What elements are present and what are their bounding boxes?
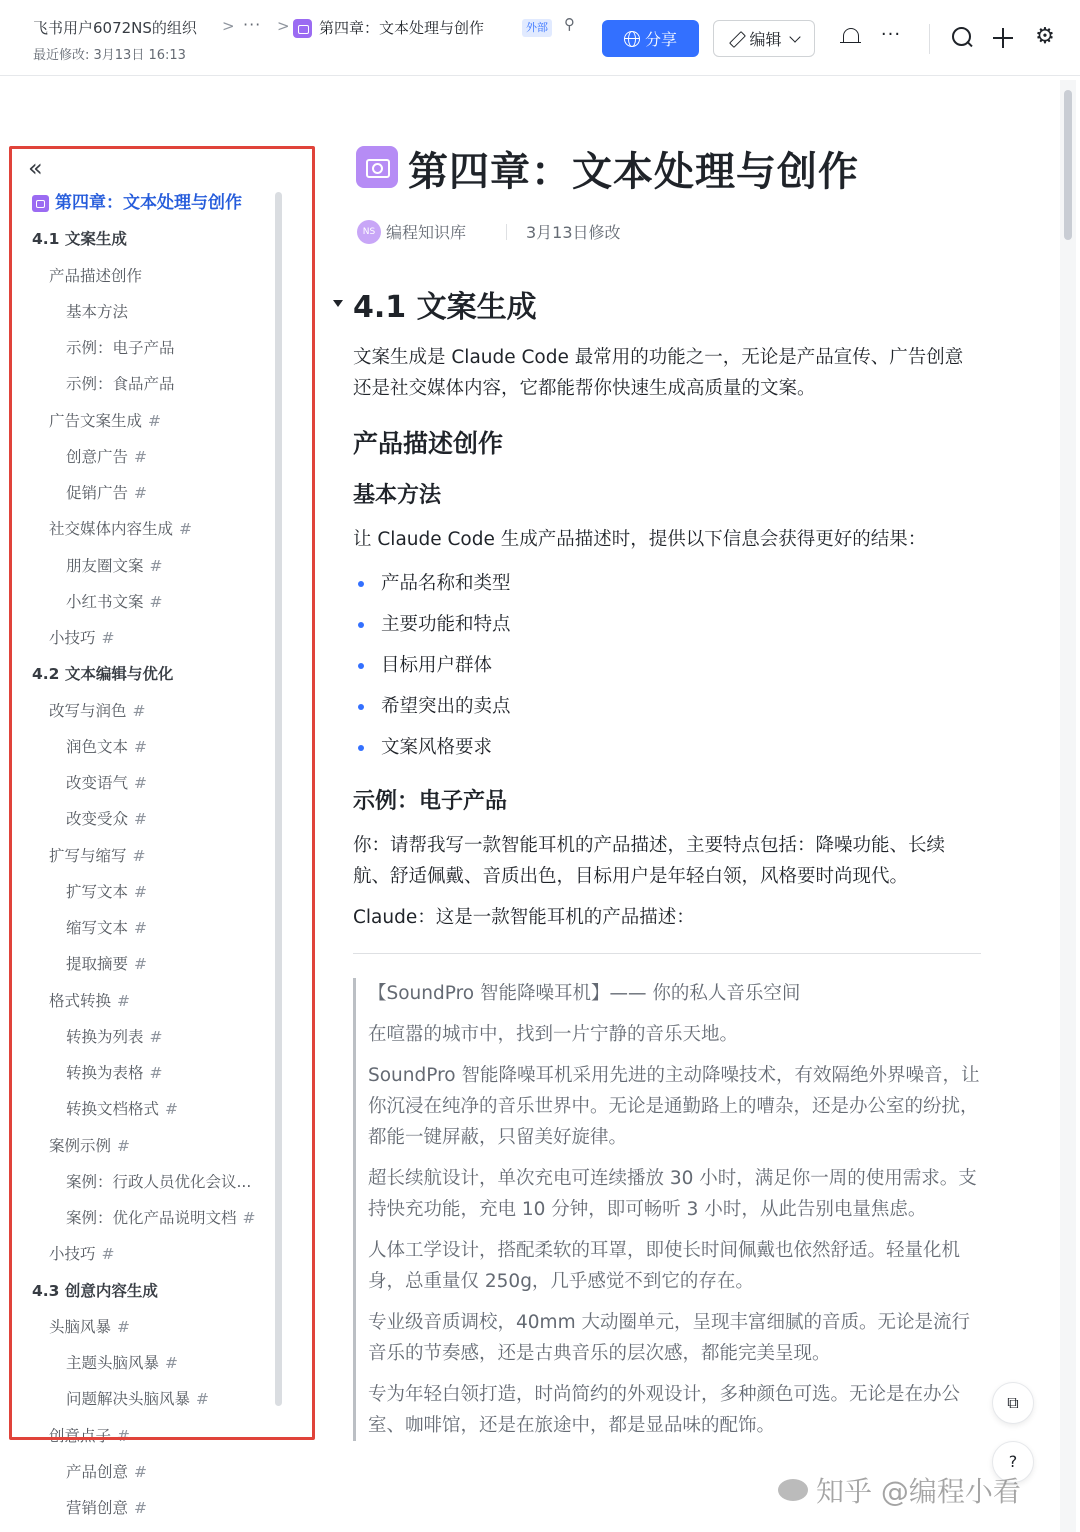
anchor-hash-icon[interactable]: # <box>242 1209 256 1227</box>
watermark-text: 知乎 @编程小看 <box>816 1475 1021 1508</box>
outline-item[interactable] <box>0 1236 275 1272</box>
outline-scrollbar[interactable] <box>275 192 282 1406</box>
outline-item[interactable] <box>0 1490 275 1526</box>
outline-item[interactable] <box>0 693 275 729</box>
anchor-hash-icon[interactable]: # <box>134 955 148 974</box>
heading-basic-method: 基本方法 <box>353 483 442 508</box>
share-button[interactable] <box>602 20 699 57</box>
outline-item[interactable] <box>0 294 275 330</box>
search-icon[interactable] <box>948 24 976 52</box>
anchor-hash-icon[interactable]: # <box>149 556 163 575</box>
anchor-hash-icon[interactable]: # <box>134 810 148 829</box>
outline-item-label: 案例：优化产品说明文档 <box>66 1209 237 1227</box>
outline-list <box>0 185 275 1526</box>
anchor-hash-icon[interactable]: # <box>117 1426 131 1445</box>
collapse-triangle-icon[interactable] <box>333 300 343 307</box>
breadcrumb-more-button[interactable]: ··· <box>243 15 262 34</box>
anchor-hash-icon[interactable]: # <box>165 1100 179 1119</box>
anchor-hash-icon[interactable]: # <box>134 919 148 937</box>
outline-item[interactable] <box>0 1418 275 1454</box>
outline-item-label: 第四章：文本处理与创作 <box>55 193 242 214</box>
outline-item[interactable] <box>0 656 275 692</box>
doc-type-icon <box>32 195 49 212</box>
plus-icon[interactable] <box>989 24 1017 52</box>
anchor-hash-icon[interactable]: # <box>117 991 131 1010</box>
outline-item[interactable] <box>0 1381 275 1417</box>
outline-item[interactable] <box>0 801 275 837</box>
heading-example-electronics: 示例：电子产品 <box>353 789 508 814</box>
outline-item[interactable] <box>0 1019 275 1055</box>
doc-type-icon <box>293 19 312 38</box>
heading-4-1 <box>353 286 981 330</box>
outline-item-label: 4.1 文案生成 <box>32 230 127 249</box>
outline-item[interactable] <box>0 1200 275 1236</box>
outline-item[interactable] <box>0 910 275 946</box>
outline-item[interactable] <box>0 1345 275 1381</box>
list-item: 希望突出的卖点 <box>353 686 981 727</box>
outline-item[interactable] <box>0 1454 275 1490</box>
outline-item-label: 提取摘要 <box>66 955 129 974</box>
outline-item-label: 缩写文本 <box>66 919 129 937</box>
outline-item[interactable] <box>0 548 275 584</box>
outline-item[interactable] <box>0 620 275 656</box>
intro-paragraph: 文案生成是 Claude Code 最常用的功能之一，无论是产品宣传、广告创意还是社交媒体内容，它都能帮你快速生成高质量的文案。 <box>353 347 964 399</box>
anchor-hash-icon[interactable]: # <box>148 411 162 430</box>
outline-item[interactable] <box>0 475 275 511</box>
outline-item-label: 4.3 创意内容生成 <box>32 1281 158 1300</box>
outline-item-label: 小红书文案 <box>66 592 144 611</box>
outline-item-label: 润色文本 <box>66 737 129 756</box>
outline-item-label: 广告文案生成 <box>49 411 143 430</box>
outline-item-label: 社交媒体内容生成 <box>49 520 174 539</box>
toolbar-divider <box>929 24 930 54</box>
anchor-hash-icon[interactable]: # <box>134 737 148 756</box>
outline-item[interactable] <box>0 1091 275 1127</box>
gear-icon[interactable]: ⚙ <box>1035 24 1055 49</box>
anchor-hash-icon[interactable]: # <box>117 1136 131 1155</box>
outline-item-label: 转换为表格 <box>66 1064 144 1082</box>
outline-item-label: 案例示例 <box>49 1136 112 1155</box>
quote-paragraph: 在喧嚣的城市中，找到一片宁静的音乐天地。 <box>368 1024 739 1045</box>
main-scrollbar-thumb[interactable] <box>1064 90 1072 240</box>
anchor-hash-icon[interactable]: # <box>132 846 146 865</box>
outline-item[interactable] <box>0 1055 275 1091</box>
anchor-hash-icon[interactable]: # <box>134 447 148 466</box>
outline-item-label: 问题解决头脑风暴 <box>66 1390 191 1409</box>
outline-item-label: 扩写文本 <box>66 882 129 901</box>
outline-item[interactable] <box>0 874 275 910</box>
outline-item[interactable] <box>0 838 275 874</box>
claude-reply-paragraph: Claude：这是一款智能耳机的产品描述： <box>353 907 695 928</box>
outline-item-label: 转换文档格式 <box>66 1100 160 1119</box>
collapse-outline-icon[interactable]: « <box>28 154 43 182</box>
outline-item-label: 主题头脑风暴 <box>66 1354 160 1372</box>
breadcrumb-doc-title[interactable]: 第四章：文本处理与创作 <box>319 19 485 37</box>
breadcrumb-separator: > <box>222 17 235 35</box>
watermark-logo-icon <box>778 1479 808 1501</box>
outline-item[interactable] <box>0 439 275 475</box>
outline-item[interactable] <box>0 258 275 294</box>
quote-paragraph: SoundPro 智能降噪耳机采用先进的主动降噪技术，有效隔绝外界噪音，让你沉浸在纯净的音乐世界中。无论是通勤路上的嘈杂，还是办公室的纷扰，都能一键屏蔽，只留美好旋律。 <box>368 1065 980 1148</box>
list-item: 文案风格要求 <box>353 727 981 768</box>
bell-icon[interactable] <box>837 24 865 52</box>
main-scrollbar-track[interactable] <box>1060 80 1076 1532</box>
bullet-list <box>353 563 981 768</box>
outline-item[interactable] <box>0 330 275 366</box>
outline-title-item[interactable] <box>0 185 275 221</box>
page-title: 第四章：文本处理与创作 <box>408 149 859 195</box>
outline-item-label: 小技巧 <box>49 629 96 647</box>
watermark <box>778 1470 1021 1510</box>
outline-item-label: 营销创意 <box>66 1499 129 1517</box>
quote-paragraph: 超长续航设计，单次充电可连续播放 30 小时，满足你一周的使用需求。支持快充功能，充电 10 分钟，即可畅听 3 小时，从此告别电量焦虑。 <box>368 1168 977 1220</box>
document-body[interactable] <box>353 286 981 1451</box>
globe-icon <box>624 31 640 47</box>
anchor-hash-icon[interactable]: # <box>134 484 148 502</box>
list-item: 主要功能和特点 <box>353 604 981 645</box>
quote-paragraph: 专为年轻白领打造，时尚简约的外观设计，多种颜色可选。无论是在办公室、咖啡馆，还是在旅途中，都是显品味的配饰。 <box>368 1384 961 1436</box>
outline-item[interactable] <box>0 584 275 620</box>
doc-camera-icon[interactable] <box>356 146 398 188</box>
outline-item[interactable] <box>0 403 275 439</box>
outline-item[interactable] <box>0 511 275 547</box>
outline-item-label: 4.2 文本编辑与优化 <box>32 665 174 684</box>
heading-4-1-text: 4.1 文案生成 <box>353 290 537 325</box>
meta-divider <box>506 224 507 240</box>
outline-item-label: 转换为列表 <box>66 1027 144 1046</box>
anchor-hash-icon[interactable]: # <box>101 629 115 647</box>
outline-item-label: 朋友圈文案 <box>66 556 144 575</box>
outline-item-label: 改变受众 <box>66 810 129 829</box>
anchor-hash-icon[interactable]: # <box>149 1064 163 1082</box>
outline-item[interactable] <box>0 1164 275 1200</box>
outline-item-label: 案例：行政人员优化会议... <box>66 1172 252 1191</box>
help-icon[interactable]: ? <box>992 1441 1034 1483</box>
anchor-hash-icon[interactable]: # <box>101 1245 115 1264</box>
outline-item[interactable] <box>0 983 275 1019</box>
user-prompt-paragraph: 你：请帮我写一款智能耳机的产品描述，主要特点包括：降噪功能、长续航、舒适佩戴、音质出色，目标用户是年轻白领，风格要时尚现代。 <box>353 835 946 887</box>
outline-item[interactable] <box>0 729 275 765</box>
outline-item[interactable] <box>0 765 275 801</box>
edit-button-label: 编辑 <box>749 30 782 49</box>
more-options-icon[interactable]: ··· <box>880 24 902 45</box>
outline-item[interactable] <box>0 1309 275 1345</box>
quote-paragraph: 人体工学设计，搭配柔软的耳罩，即使长时间佩戴也依然舒适。轻量化机身，总重量仅 250g，几乎感觉不到它的存在。 <box>368 1240 961 1292</box>
anchor-hash-icon[interactable]: # <box>149 592 163 611</box>
breadcrumb-org[interactable]: 飞书用户6072NS的组织 <box>33 19 197 37</box>
outline-item-label: 示例：电子产品 <box>66 339 175 357</box>
author-name[interactable]: 编程知识库 <box>386 223 467 242</box>
last-modified-text: 最近修改: 3月13日 16:13 <box>33 48 186 63</box>
anchor-hash-icon[interactable]: # <box>134 882 148 901</box>
external-badge: 外部 <box>522 19 552 37</box>
breadcrumb-separator: > <box>277 17 290 35</box>
outline-item-label: 创意点子 <box>49 1426 112 1445</box>
anchor-hash-icon[interactable]: # <box>132 701 146 720</box>
outline-item-label: 产品创意 <box>66 1462 129 1481</box>
share-button-label: 分享 <box>644 30 677 49</box>
outline-item-label: 产品描述创作 <box>49 266 143 285</box>
outline-item[interactable] <box>0 221 275 257</box>
pin-icon[interactable]: ⚲ <box>564 15 575 33</box>
quote-block <box>353 978 981 1441</box>
top-bar <box>0 0 1080 76</box>
outline-item-label: 扩写与缩写 <box>49 846 127 865</box>
modified-date: 3月13日修改 <box>526 223 621 242</box>
quote-paragraph: 专业级音质调校，40mm 大动圈单元，呈现丰富细腻的音质。无论是流行音乐的节奏感，还是古典音乐的层次感，都能完美呈现。 <box>368 1312 970 1364</box>
quote-paragraph: 【SoundPro 智能降噪耳机】—— 你的私人音乐空间 <box>368 983 801 1004</box>
outline-item-label: 头脑风暴 <box>49 1317 112 1336</box>
outline-item-label: 改变语气 <box>66 774 129 792</box>
list-item: 产品名称和类型 <box>353 563 981 604</box>
outline-item-label: 创意广告 <box>66 447 129 466</box>
avatar[interactable]: NS <box>357 220 381 244</box>
anchor-hash-icon[interactable]: # <box>196 1390 210 1409</box>
outline-item-label: 示例：食品产品 <box>66 375 175 394</box>
edit-mode-dropdown[interactable] <box>713 20 815 57</box>
method-intro-paragraph: 让 Claude Code 生成产品描述时，提供以下信息会获得更好的结果： <box>353 529 927 550</box>
anchor-hash-icon[interactable]: # <box>117 1317 131 1336</box>
outline-item[interactable] <box>0 366 275 402</box>
pencil-icon <box>729 32 743 46</box>
anchor-hash-icon[interactable]: # <box>179 520 193 539</box>
copy-doc-icon[interactable]: ⧉ <box>992 1382 1034 1424</box>
outline-item-label: 格式转换 <box>49 991 112 1010</box>
chevron-down-icon <box>789 31 800 42</box>
outline-item[interactable] <box>0 1128 275 1164</box>
divider <box>353 953 981 954</box>
heading-product-description: 产品描述创作 <box>353 429 504 458</box>
outline-item[interactable] <box>0 1273 275 1309</box>
anchor-hash-icon[interactable]: # <box>149 1027 163 1046</box>
anchor-hash-icon[interactable]: # <box>134 1462 148 1481</box>
outline-item-label: 改写与润色 <box>49 701 127 720</box>
list-item: 目标用户群体 <box>353 645 981 686</box>
anchor-hash-icon[interactable]: # <box>165 1354 179 1372</box>
outline-item[interactable] <box>0 946 275 982</box>
anchor-hash-icon[interactable]: # <box>134 774 148 792</box>
anchor-hash-icon[interactable]: # <box>134 1499 148 1517</box>
outline-item-label: 小技巧 <box>49 1245 96 1264</box>
outline-item-label: 基本方法 <box>66 302 129 321</box>
outline-item-label: 促销广告 <box>66 484 129 502</box>
